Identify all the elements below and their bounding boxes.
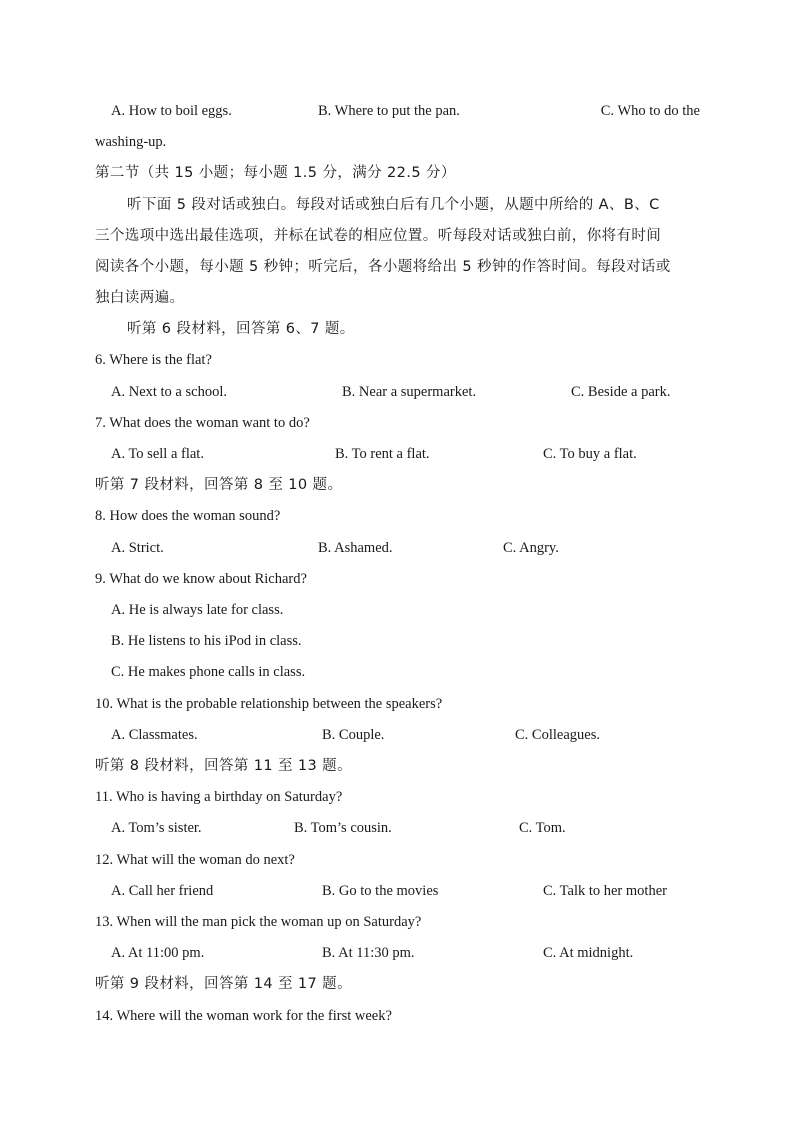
question-13-option-b: B. At 11:30 pm. [322, 945, 415, 961]
question-11-option-c: C. Tom. [519, 820, 566, 836]
question-13-option-a: A. At 11:00 pm. [111, 945, 205, 961]
question-6-option-b: B. Near a supermarket. [342, 384, 477, 400]
question-12-option-b: B. Go to the movies [322, 883, 439, 899]
question-12-option-a: A. Call her friend [111, 883, 214, 899]
question-11-option-b: B. Tom’s cousin. [294, 820, 392, 836]
question-9-option-c: C. He makes phone calls in class. [111, 664, 306, 680]
question-12-option-c: C. Talk to her mother [543, 883, 667, 899]
material-9-heading: 听第 9 段材料，回答第 14 至 17 题。 [95, 976, 352, 992]
question-6-option-c: C. Beside a park. [571, 384, 671, 400]
question-8-stem: 8. How does the woman sound? [95, 508, 281, 524]
question-8-option-a: A. Strict. [111, 540, 164, 556]
material-6-heading: 听第 6 段材料，回答第 6、7 题。 [127, 321, 355, 337]
material-7-heading: 听第 7 段材料，回答第 8 至 10 题。 [95, 477, 343, 493]
question-6-stem: 6. Where is the flat? [95, 352, 212, 368]
question-10-option-a: A. Classmates. [111, 727, 198, 743]
question-9-option-a: A. He is always late for class. [111, 602, 284, 618]
question-8-option-c: C. Angry. [503, 540, 559, 556]
question-11-stem: 11. Who is having a birthday on Saturday? [95, 789, 343, 805]
instructions-line-4: 独白读两遍。 [95, 290, 185, 306]
question-9-stem: 9. What do we know about Richard? [95, 571, 307, 587]
section-heading: 第二节（共 15 小题；每小题 1.5 分，满分 22.5 分） [95, 165, 456, 181]
question-10-stem: 10. What is the probable relationship between the speakers? [95, 696, 443, 712]
question-10-option-b: B. Couple. [322, 727, 385, 743]
q5-option-b: B. Where to put the pan. [318, 103, 460, 119]
question-7-option-b: B. To rent a flat. [335, 446, 430, 462]
q5-option-c: C. Who to do the [600, 103, 700, 119]
question-12-stem: 12. What will the woman do next? [95, 852, 295, 868]
instructions-line-2: 三个选项中选出最佳选项，并标在试卷的相应位置。听每段对话或独白前，你将有时间 [95, 228, 662, 244]
q5-option-c-continued: washing-up. [95, 134, 167, 150]
instructions-line-3: 阅读各个小题，每小题 5 秒钟；听完后，各小题将给出 5 秒钟的作答时间。每段对话或 [95, 259, 671, 275]
instructions-line-1: 听下面 5 段对话或独白。每段对话或独白后有几个小题，从题中所给的 A、B、C [127, 197, 660, 213]
question-9-option-b: B. He listens to his iPod in class. [111, 633, 302, 649]
question-6-option-a: A. Next to a school. [111, 384, 227, 400]
question-8-option-b: B. Ashamed. [318, 540, 393, 556]
question-7-stem: 7. What does the woman want to do? [95, 415, 310, 431]
question-10-option-c: C. Colleagues. [515, 727, 600, 743]
question-7-option-c: C. To buy a flat. [543, 446, 637, 462]
question-13-option-c: C. At midnight. [543, 945, 634, 961]
q5-option-a: A. How to boil eggs. [111, 103, 232, 119]
question-14-stem: 14. Where will the woman work for the first week? [95, 1008, 392, 1024]
question-13-stem: 13. When will the man pick the woman up on Saturday? [95, 914, 422, 930]
question-11-option-a: A. Tom’s sister. [111, 820, 202, 836]
material-8-heading: 听第 8 段材料，回答第 11 至 13 题。 [95, 758, 352, 774]
question-7-option-a: A. To sell a flat. [111, 446, 204, 462]
